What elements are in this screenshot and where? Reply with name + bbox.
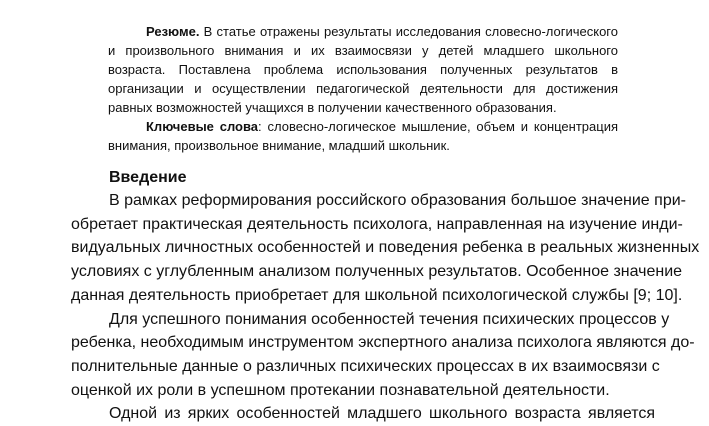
body-line: данная деятельность приобретает для школьной психологической службы [9; 10]. [71,286,683,304]
summary-paragraph [108,22,618,117]
body-line: полнительные данные о различных психических процессах в их взаимосвязи с [71,357,660,375]
summary-text: В статье отражены результаты исследования словесно-логического и произвольного внимания и их взаимосвязи у детей младшего школьного возраста. Поставлена проблема использования полученных результатов в организации и осуществлении педагогической деятельности для достижения равных возможностей учащихся в получении качественного образования. [108,24,618,115]
body-line: Одной из ярких особенностей младшего школьного возраста является [109,405,655,423]
keywords-label: Ключевые слова [146,119,259,134]
keywords-paragraph [108,117,618,155]
body-line: условиях с углубленным анализом полученных результатов. Особенное значение [71,263,683,281]
abstract-block [108,22,618,155]
paragraph-1 [71,189,700,308]
paragraph-3 [71,402,655,426]
body-line: видуальных личностных особенностей и поведения ребенка в реальных жизненных [71,239,700,257]
summary-label: Резюме. [146,24,200,39]
section-title: Введение [109,169,187,186]
body-line: В рамках реформирования российского образования большое значение при- [109,192,686,209]
paragraph-2 [71,308,695,403]
body-line: обретает практическая деятельность психолога, направленная на изучение инди- [71,215,683,233]
body-line: Для успешного понимания особенностей течения психических процессов у [109,310,670,328]
body-line: ребенка, необходимым инструментом экспертного анализа психолога являются до- [71,334,695,352]
section-body [71,189,700,426]
keywords-text: : словесно-логическое мышление, объем и концентрация внимания, произвольное внимание, младший школьник. [108,119,618,153]
body-line: оценкой их роли в успешном протекании познавательной деятельности. [71,381,610,399]
